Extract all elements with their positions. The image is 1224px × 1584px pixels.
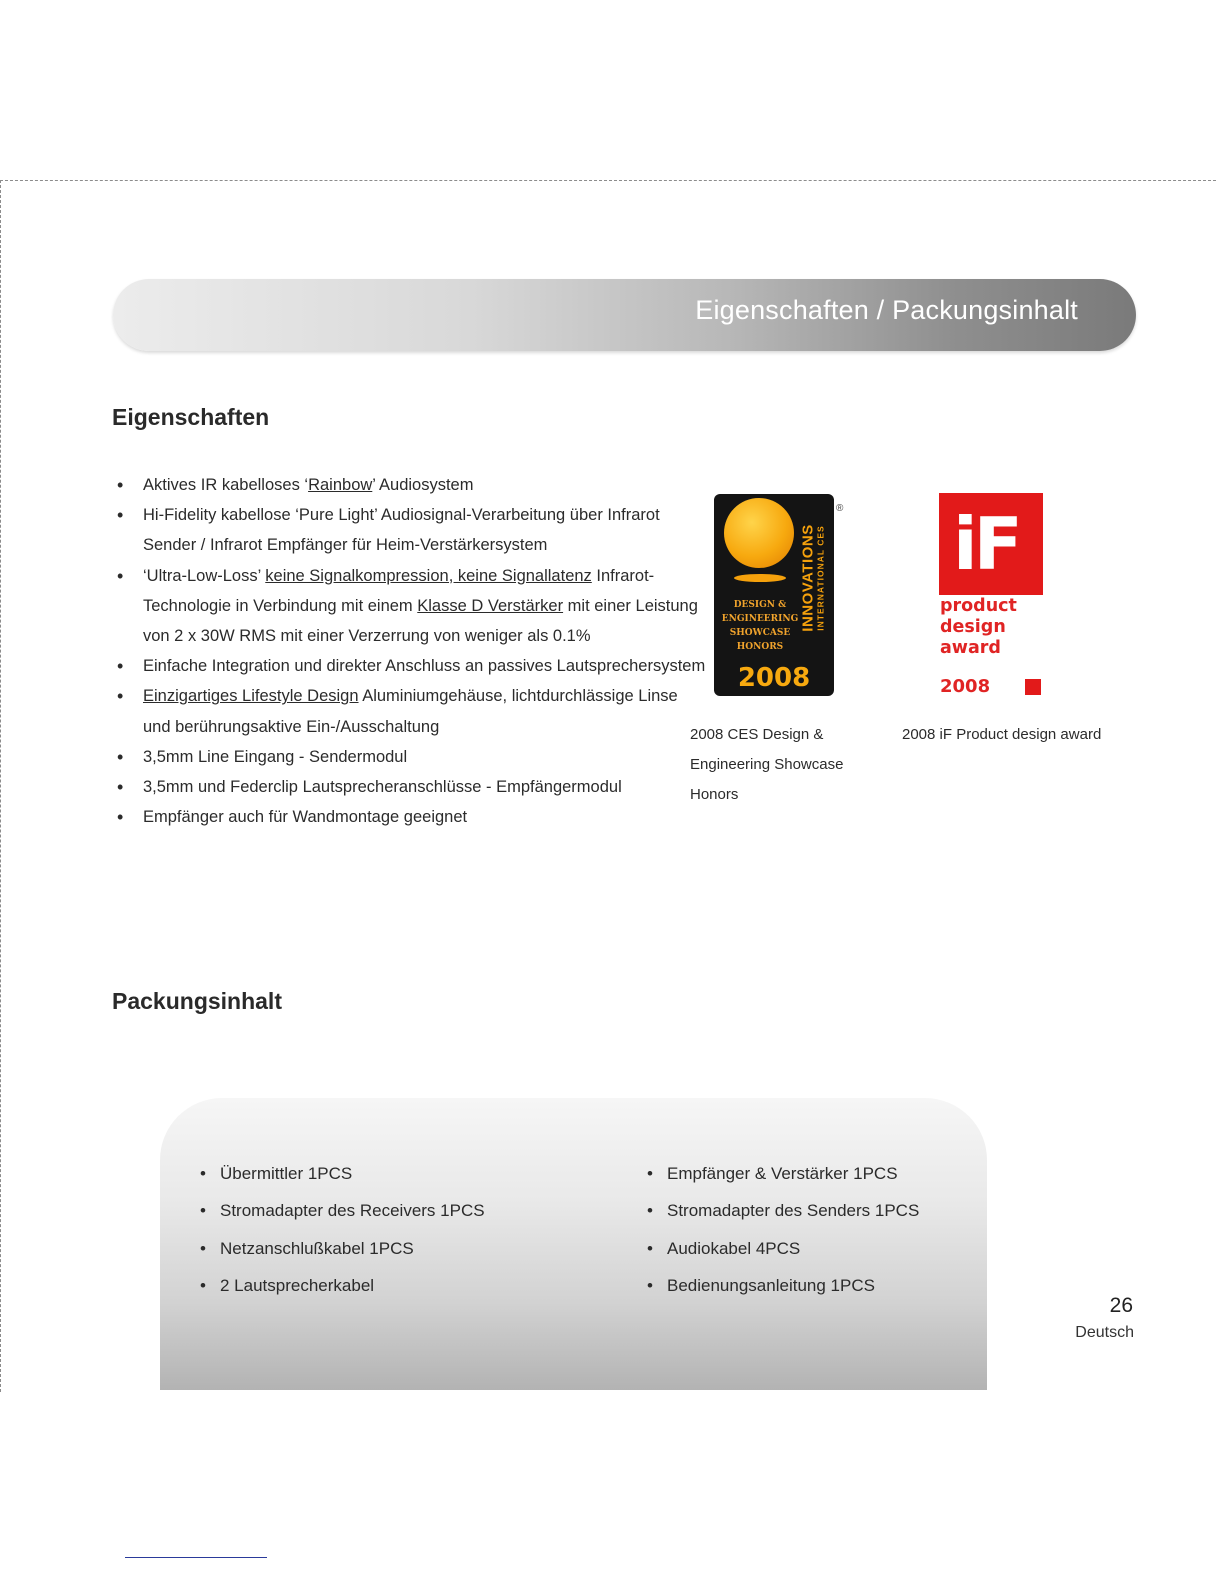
package-list-right [647, 1155, 977, 1304]
package-item: • Stromadapter des Senders 1PCS [647, 1192, 977, 1229]
feature-item: • ‘Ultra-Low-Loss’ keine Signalkompression, keine Signallatenz Infrarot-Technologie in Verbindung mit einem Klasse D Verstärker mit einer Leistung von 2 x 30W RMS mit einer Verzerrung von weniger als 0.1% [117, 561, 707, 652]
package-item: • Stromadapter des Receivers 1PCS [200, 1192, 600, 1229]
package-item: • Empfänger & Verstärker 1PCS [647, 1155, 977, 1192]
feature-item: • Hi-Fidelity kabellose ‘Pure Light’ Audiosignal-Verarbeitung über Infrarot Sender / Infrarot Empfänger für Heim-Verstärkersystem [117, 500, 707, 560]
feature-item: • Aktives IR kabelloses ‘Rainbow’ Audiosystem [117, 470, 707, 500]
if-award-caption: 2008 iF Product design award [902, 726, 1102, 743]
if-logo-mark: iF [953, 502, 1019, 586]
feature-item: • Empfänger auch für Wandmontage geeignet [117, 802, 707, 832]
package-item: • 2 Lautsprecherkabel [200, 1267, 600, 1304]
ces-glow-shape [734, 574, 786, 582]
page-language: Deutsch [1075, 1324, 1134, 1341]
package-list-left [200, 1155, 600, 1304]
package-item: • Audiokabel 4PCS [647, 1230, 977, 1267]
ces-logo-vertical-text: INNOVATIONS [800, 524, 818, 632]
features-heading: Eigenschaften [112, 404, 270, 430]
package-heading: Packungsinhalt [112, 988, 282, 1014]
ces-innovations-logo [714, 494, 834, 696]
package-item: • Bedienungsanleitung 1PCS [647, 1267, 977, 1304]
page-number: 26 [1109, 1294, 1133, 1317]
if-logo-box [939, 493, 1043, 595]
feature-item: • 3,5mm Line Eingang - Sendermodul [117, 742, 707, 772]
section-banner [113, 279, 1136, 351]
ces-sun-icon [724, 498, 794, 568]
if-logo-square [1025, 679, 1041, 695]
registered-mark: ® [836, 503, 844, 514]
package-contents-panel [160, 1098, 987, 1390]
if-logo-year: 2008 [940, 676, 991, 697]
if-logo-text: product design award [940, 596, 1017, 658]
feature-item: • Einfache Integration und direkter Anschluss an passives Lautsprechersystem [117, 651, 707, 681]
ces-logo-text: DESIGN & ENGINEERING SHOWCASE HONORS [721, 600, 799, 652]
feature-item: • 3,5mm und Federclip Lautsprecheranschlüsse - Empfängermodul [117, 772, 707, 802]
feature-item: • Einzigartiges Lifestyle Design Aluminiumgehäuse, lichtdurchlässige Linse und berührungsaktive Ein-/Ausschaltung [117, 681, 707, 741]
if-design-award-logo [939, 493, 1043, 705]
banner-title: Eigenschaften / Packungsinhalt [695, 295, 1078, 325]
package-item: • Übermittler 1PCS [200, 1155, 600, 1192]
ces-logo-year: 2008 [718, 663, 830, 693]
ces-logo-vertical-subtext: INTERNATIONAL CES [816, 525, 827, 631]
feature-list [117, 470, 707, 832]
ces-award-caption: 2008 CES Design & Engineering Showcase Honors [690, 726, 844, 803]
footnote-divider [125, 1557, 267, 1558]
package-item: • Netzanschlußkabel 1PCS [200, 1230, 600, 1267]
